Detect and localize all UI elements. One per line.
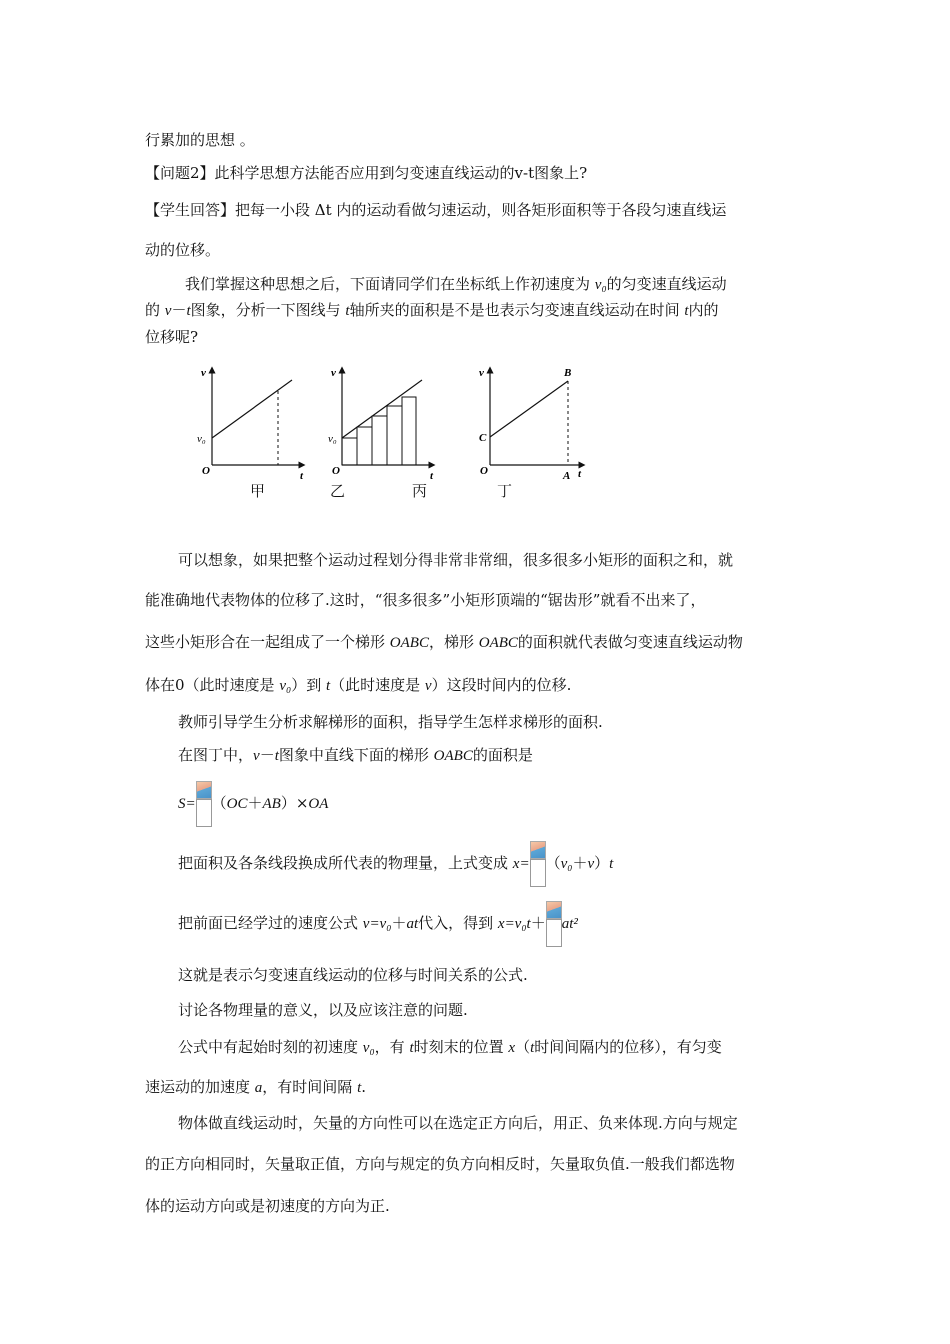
student-answer: 【学生回答】把每一小段 Δt 内的运动看做匀速运动，则各矩形面积等于各段匀速直线运 (145, 201, 727, 219)
caption-yi: 乙 (330, 482, 346, 500)
point-b-label: B (564, 367, 572, 379)
formula-area: S= （OC＋AB）×OA (178, 780, 328, 827)
rect-3 (372, 416, 387, 465)
graph-yi-bing (328, 367, 434, 482)
rect-5 (402, 397, 416, 465)
fraction-image-icon (196, 781, 212, 827)
para-vector-1: 物体做直线运动时，矢量的方向性可以在选定正方向后，用正、负来体现.方向与规定 (178, 1114, 738, 1132)
para-quantities-2: 速运动的加速度 a，有时间间隔 t. (145, 1078, 367, 1096)
point-c-label: C (479, 432, 487, 444)
caption-jia: 甲 (250, 482, 266, 500)
para-intro-3: 位移呢? (145, 328, 199, 346)
formula-x-substituted: 把面积及各条线段换成所代表的物理量，上式变成 x= （v₀＋v）t (178, 840, 613, 887)
para-formula-meaning: 这就是表示匀变速直线运动的位移与时间关系的公式. (178, 966, 528, 984)
para-imagine-2: 能准确地代表物体的位移了.这时，“很多很多”小矩形顶端的“锯齿形”就看不出来了， (145, 591, 706, 609)
para-vector-2: 的正方向相同时，矢量取正值，方向与规定的负方向相反时，矢量取负值.一般我们都选物 (145, 1155, 735, 1173)
axis-v-label: v (201, 367, 206, 379)
para-intro-1: 我们掌握这种思想之后，下面请同学们在坐标纸上作初速度为 v₀的匀变速直线运动 (185, 275, 727, 293)
graph-ding (479, 367, 582, 482)
para-teacher: 教师引导学生分析求解梯形的面积，指导学生怎样求梯形的面积. (178, 713, 603, 731)
v0-label: v₀ (328, 433, 337, 445)
para-discuss: 讨论各物理量的意义，以及应该注意的问题. (178, 1001, 468, 1019)
student-answer-cont: 动的位移。 (145, 241, 221, 259)
point-a-label: A (563, 470, 571, 482)
axis-v-label: v (331, 367, 336, 379)
vt-graphs-figure (190, 360, 610, 500)
origin-label: O (480, 465, 488, 477)
origin-label: O (332, 465, 340, 477)
fraction-image-icon (530, 841, 546, 887)
formula-x-final: 把前面已经学过的速度公式 v=v₀＋at代入，得到 x=v₀t＋ at² (178, 900, 578, 947)
rect-4 (387, 406, 402, 465)
axis-t-label: t (578, 468, 582, 480)
para-figure-ding: 在图丁中，v－t图象中直线下面的梯形 OABC的面积是 (178, 746, 533, 764)
graph-jia (197, 367, 304, 482)
text-line-1: 行累加的思想 。 (145, 131, 255, 149)
v0-label: v₀ (197, 433, 206, 445)
para-imagine-4: 体在0（此时速度是 v₀）到 t（此时速度是 v）这段时间内的位移. (145, 676, 572, 694)
axis-t-label: t (430, 470, 434, 482)
para-imagine-3: 这些小矩形合在一起组成了一个梯形 OABC，梯形 OABC的面积就代表做匀变速直线运动物 (145, 633, 743, 651)
axis-v-label: v (479, 367, 484, 379)
para-quantities-1: 公式中有起始时刻的初速度 v₀，有 t时刻末的位置 x（t时间间隔内的位移），有匀变 (178, 1038, 722, 1056)
question-2: 【问题2】此科学思想方法能否应用到匀变速直线运动的v-t图象上? (145, 164, 588, 182)
origin-label: O (202, 465, 210, 477)
caption-bing: 丙 (412, 482, 428, 500)
para-intro-2: 的 v－t图象，分析一下图线与 t轴所夹的面积是不是也表示匀变速直线运动在时间 t内的 (145, 301, 719, 319)
rect-1 (342, 438, 357, 465)
rect-2 (357, 427, 372, 465)
axis-t-label: t (300, 470, 304, 482)
para-imagine-1: 可以想象，如果把整个运动过程划分得非常非常细，很多很多小矩形的面积之和，就 (178, 551, 734, 569)
fraction-image-icon (546, 901, 562, 947)
para-vector-3: 体的运动方向或是初速度的方向为正. (145, 1197, 390, 1215)
caption-ding: 丁 (497, 482, 513, 500)
